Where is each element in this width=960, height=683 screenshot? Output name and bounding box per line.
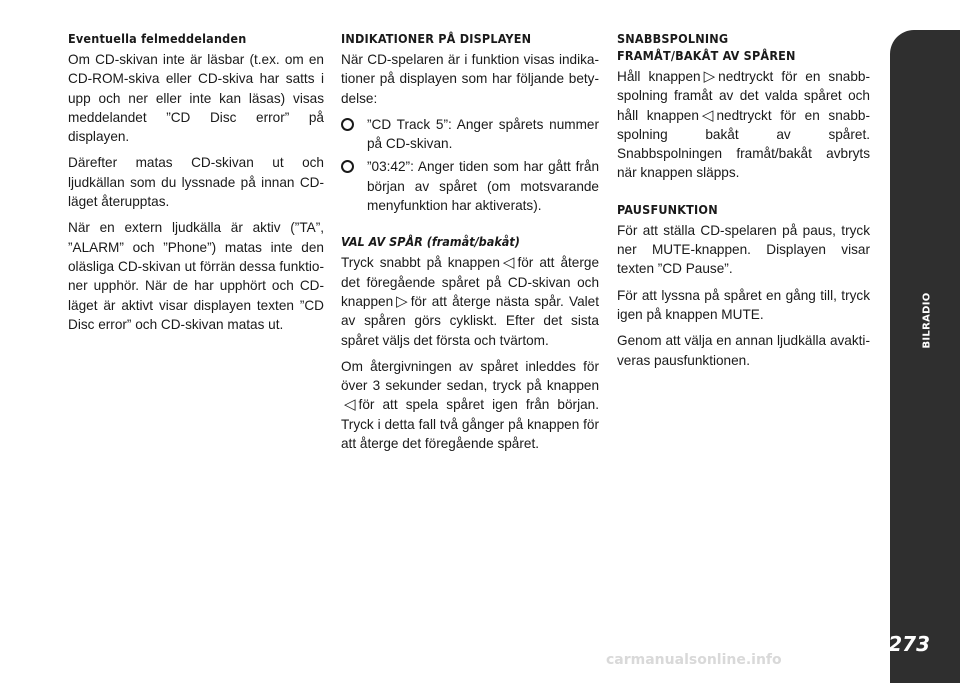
- bullet-list: [341, 115, 599, 215]
- list-item-text: ”03:42”: Anger tiden som har gått från början av spåret (om motsvarande menyfunktion har aktiverats).: [367, 159, 599, 214]
- next-triangle-icon: ▷: [396, 292, 408, 310]
- paragraph: För att lyssna på spåret en gång till, tryck igen på knappen MUTE.: [617, 287, 870, 322]
- heading-line: SNABBSPOLNING: [617, 31, 729, 46]
- text-segment: Tryck snabbt på knappen: [341, 255, 500, 271]
- chapter-label: [918, 280, 936, 360]
- heading-track-selection: VAL AV SPÅR (framåt/bakåt): [341, 234, 520, 250]
- heading-error-messages: Eventuella felmeddelanden: [68, 31, 247, 46]
- heading-line: FRAMÅT/BAKÅT AV SPÅREN: [617, 48, 796, 63]
- page-number: 273: [888, 632, 930, 656]
- paragraph: Om CD-skivan inte är läsbar (t.ex. om en CD-ROM-skiva eller CD-skiva har satts i upp och ner eller inte kan läsas) visas meddelandet ”CD Disc error” på displayen.: [68, 52, 324, 145]
- heading-display-indications: INDIKATIONER PÅ DISPLAYEN: [341, 31, 532, 46]
- column-1: [68, 30, 324, 341]
- paragraph: Genom att välja en annan ljudkälla avaktiveras pausfunktionen.: [617, 333, 870, 368]
- text-segment: för att återge det föregående spåret på CD-skivan och knappen: [341, 255, 600, 309]
- paragraph: När CD-spelaren är i funktion visas indikationer på displayen som har följande betydelse:: [341, 52, 599, 106]
- list-item-text: ”CD Track 5”: Anger spårets nummer på CD-skivan.: [367, 116, 599, 152]
- paragraph: [341, 253, 599, 349]
- circle-bullet-icon: [341, 118, 354, 131]
- column-3: [617, 30, 870, 377]
- previous-triangle-icon: ◁: [502, 254, 515, 272]
- text-segment: Håll knappen: [617, 69, 701, 84]
- chapter-label-text: BILRADIO: [921, 291, 933, 349]
- text-segment: nedtryckt för en snabbspolning bakåt av spåret. Snabbspolningen framåt/bakåt avbryts när knappen släpps.: [617, 107, 870, 181]
- list-item: [341, 157, 599, 215]
- text-segment: för att återge nästa spår. Valet av spåren görs cykliskt. Efter det sista spåret väljs det första och tvärtom.: [341, 293, 599, 348]
- paragraph: Därefter matas CD-skivan ut och ljudkällan som du lyssnade på innan CD-läget återupptas.: [68, 155, 324, 210]
- heading-pause-function: PAUSFUNKTION: [617, 201, 718, 217]
- next-triangle-icon: ▷: [703, 68, 716, 85]
- circle-bullet-icon: [341, 160, 354, 173]
- watermark: carmanualsonline.info: [606, 652, 782, 668]
- heading-fast-forward: [617, 30, 870, 64]
- column-2: [341, 30, 599, 460]
- previous-triangle-icon: ◁: [344, 396, 356, 414]
- text-segment: för att spela spåret igen från början. Tryck i detta fall två gånger på knappen för att återge det föregående spåret.: [341, 397, 599, 452]
- list-item: [341, 115, 599, 154]
- previous-triangle-icon: ◁: [701, 106, 714, 124]
- text-segment: Om återgivningen av spåret inleddes för över 3 sekunder sedan, tryck på knappen: [341, 358, 599, 394]
- paragraph: [341, 357, 599, 453]
- paragraph: När en extern ljudkälla är aktiv (”TA”, ”ALARM” och ”Phone”) matas inte den oläsliga CD-skivan ut förrän dessa funktioner upphör. När de har upphört och CD-läget är aktivt visar displayen texten ”CD Disc error” och CD-skivan matas ut.: [68, 220, 324, 332]
- paragraph: För att ställa CD-spelaren på paus, tryck ner MUTE-knappen. Displayen visar texten ”CD Pause”.: [617, 222, 870, 277]
- text-segment: nedtryckt för en snabbspolning framåt av det valda spåret och håll knappen: [617, 69, 870, 123]
- paragraph: [617, 67, 870, 183]
